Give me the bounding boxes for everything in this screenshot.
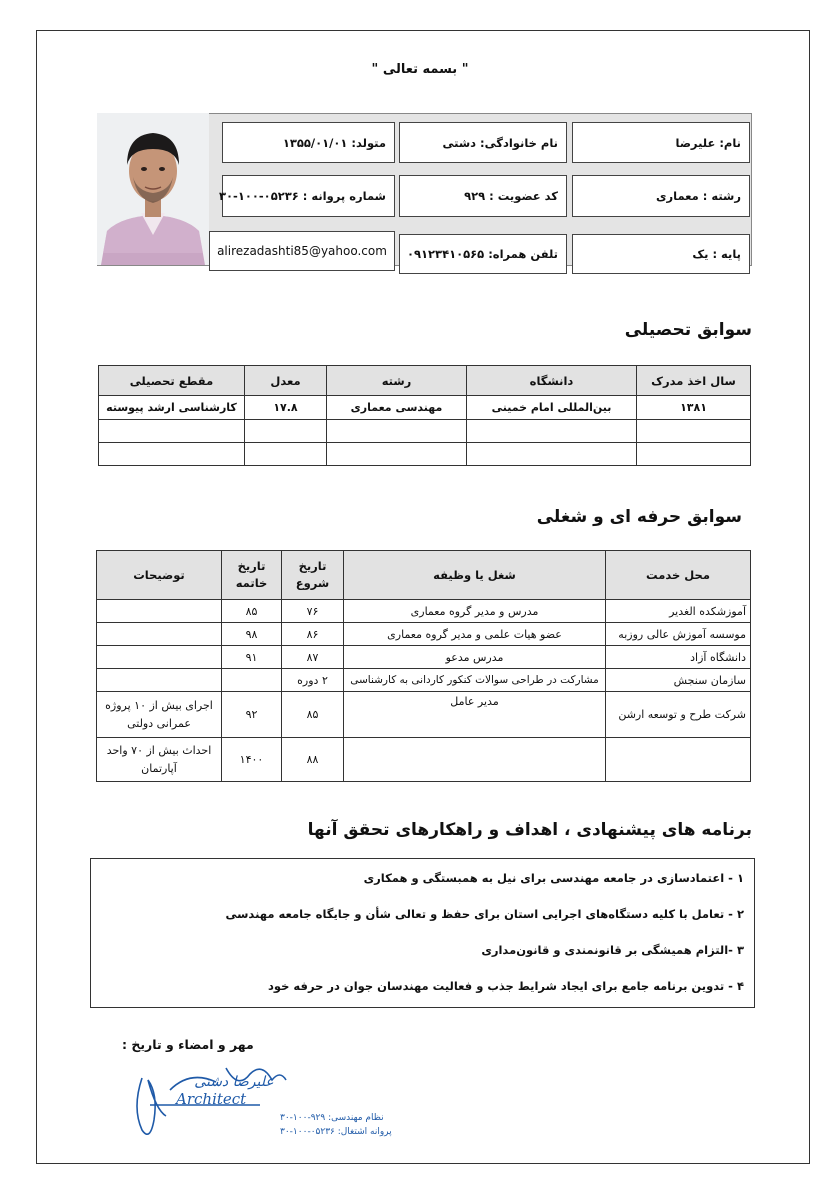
table-cell: ۹۱	[222, 646, 282, 669]
profile-photo	[97, 113, 209, 265]
stamp-word: Architect	[176, 1090, 247, 1108]
table-cell: سازمان سنجش	[606, 669, 751, 692]
column-header: مقطع تحصیلی	[99, 366, 245, 396]
bismillah-heading: " بسمه تعالی "	[371, 62, 469, 77]
signature-stamp	[130, 1050, 392, 1145]
mobile-field: تلفن همراه: ۰۹۱۲۳۴۱۰۵۶۵	[399, 234, 567, 274]
program-item: ۱ - اعتمادسازی در جامعه مهندسی برای نیل به همبستگی و همکاری	[363, 871, 744, 885]
birth-date-field: متولد: ۱۳۵۵/۰۱/۰۱	[222, 122, 395, 163]
signature-stamp-icon	[130, 1050, 392, 1145]
table-cell: اجرای بیش از ۱۰ پروژه عمرانی دولتی	[97, 692, 222, 738]
table-cell: ۷۶	[282, 600, 344, 623]
table-row	[97, 600, 751, 623]
table-row	[97, 738, 751, 782]
email-field: alirezadashti85@yahoo.com	[209, 231, 395, 271]
grade-field: پایه : یک	[572, 234, 750, 274]
column-header: تاریخ خاتمه	[222, 551, 282, 600]
table-cell: ۹۸	[222, 623, 282, 646]
table-cell	[327, 420, 467, 443]
table-row	[99, 443, 751, 466]
column-header: معدل	[245, 366, 327, 396]
license-number-field: شماره پروانه : ۰۵۲۳۶-۱۰۰-۳۰	[222, 175, 395, 217]
table-cell	[467, 420, 637, 443]
column-header: محل خدمت	[606, 551, 751, 600]
table-cell	[344, 738, 606, 782]
stamp-script: علیرضا دشتی	[194, 1074, 274, 1090]
table-cell: مدیر عامل	[344, 692, 606, 738]
table-cell: ۸۵	[282, 692, 344, 738]
career-table	[96, 550, 751, 782]
column-header: رشته	[327, 366, 467, 396]
stamp-line: نظام مهندسی: ۹۲۹-۱۰۰-۳۰	[280, 1113, 384, 1123]
table-cell: بین‌المللی امام خمینی	[467, 396, 637, 420]
table-cell: ۲ دوره	[282, 669, 344, 692]
education-title: سوابق تحصیلی	[624, 320, 752, 340]
column-header: تاریخ شروع	[282, 551, 344, 600]
table-cell	[637, 420, 751, 443]
family-name-field: نام خانوادگی: دشتی	[399, 122, 567, 163]
table-cell: ۸۶	[282, 623, 344, 646]
column-header: توضیحات	[97, 551, 222, 600]
table-cell: ۱۴۰۰	[222, 738, 282, 782]
table-cell	[467, 443, 637, 466]
table-row	[97, 646, 751, 669]
table-cell: مهندسی معماری	[327, 396, 467, 420]
table-cell	[327, 443, 467, 466]
major-field: رشته : معماری	[572, 175, 750, 217]
table-cell	[97, 669, 222, 692]
table-cell: مدرس و مدیر گروه معماری	[344, 600, 606, 623]
program-item: ۳ -التزام همیشگی بر قانونمندی و قانون‌مداری	[481, 943, 744, 957]
table-cell: ۸۸	[282, 738, 344, 782]
program-title: برنامه های پیشنهادی ، اهداف و راهکارهای تحقق آنها	[307, 820, 752, 840]
table-cell	[245, 420, 327, 443]
signature-label: مهر و امضاء و تاریخ :	[122, 1037, 254, 1052]
table-cell: عضو هیات علمی و مدیر گروه معماری	[344, 623, 606, 646]
education-table	[98, 365, 751, 466]
table-cell: ۸۵	[222, 600, 282, 623]
table-cell: ۱۳۸۱	[637, 396, 751, 420]
table-cell: آموزشکده الغدیر	[606, 600, 751, 623]
program-item: ۴ - تدوین برنامه جامع برای ایجاد شرایط جذب و فعالیت مهندسان جوان در حرفه خود	[268, 979, 744, 993]
table-cell: شرکت طرح و توسعه ارشن	[606, 692, 751, 738]
table-row	[99, 420, 751, 443]
table-cell: موسسه آموزش عالی روزبه	[606, 623, 751, 646]
table-cell	[99, 443, 245, 466]
table-cell: مدرس مدعو	[344, 646, 606, 669]
table-cell: مشارکت در طراحی سوالات کنکور کاردانی به کارشناسی	[344, 669, 606, 692]
table-cell: ۱۷.۸	[245, 396, 327, 420]
person-portrait-icon	[97, 113, 209, 265]
career-title: سوابق حرفه ای و شغلی	[536, 507, 742, 527]
program-box	[90, 858, 755, 1008]
table-cell	[606, 738, 751, 782]
column-header: سال اخذ مدرک	[637, 366, 751, 396]
table-row	[97, 669, 751, 692]
table-cell	[245, 443, 327, 466]
table-cell: احداث بیش از ۷۰ واحد آپارتمان	[97, 738, 222, 782]
table-cell	[222, 669, 282, 692]
table-row	[99, 396, 751, 420]
column-header: دانشگاه	[467, 366, 637, 396]
column-header: شغل یا وظیفه	[344, 551, 606, 600]
table-cell	[97, 646, 222, 669]
table-cell	[97, 623, 222, 646]
table-row	[97, 692, 751, 738]
table-cell: ۸۷	[282, 646, 344, 669]
table-cell	[99, 420, 245, 443]
stamp-line: پروانه اشتغال: ۰۵۲۳۶-۱۰۰-۳۰	[280, 1127, 392, 1137]
table-cell	[97, 600, 222, 623]
table-cell: ۹۲	[222, 692, 282, 738]
table-row	[97, 623, 751, 646]
table-cell	[637, 443, 751, 466]
membership-code-field: کد عضویت : ۹۲۹	[399, 175, 567, 217]
name-field: نام: علیرضا	[572, 122, 750, 163]
table-cell: کارشناسی ارشد پیوسته	[99, 396, 245, 420]
table-cell: دانشگاه آزاد	[606, 646, 751, 669]
program-item: ۲ - تعامل با کلیه دستگاه‌های اجرایی استان برای حفظ و تعالی شأن و جایگاه جامعه مهندسی	[225, 907, 744, 921]
